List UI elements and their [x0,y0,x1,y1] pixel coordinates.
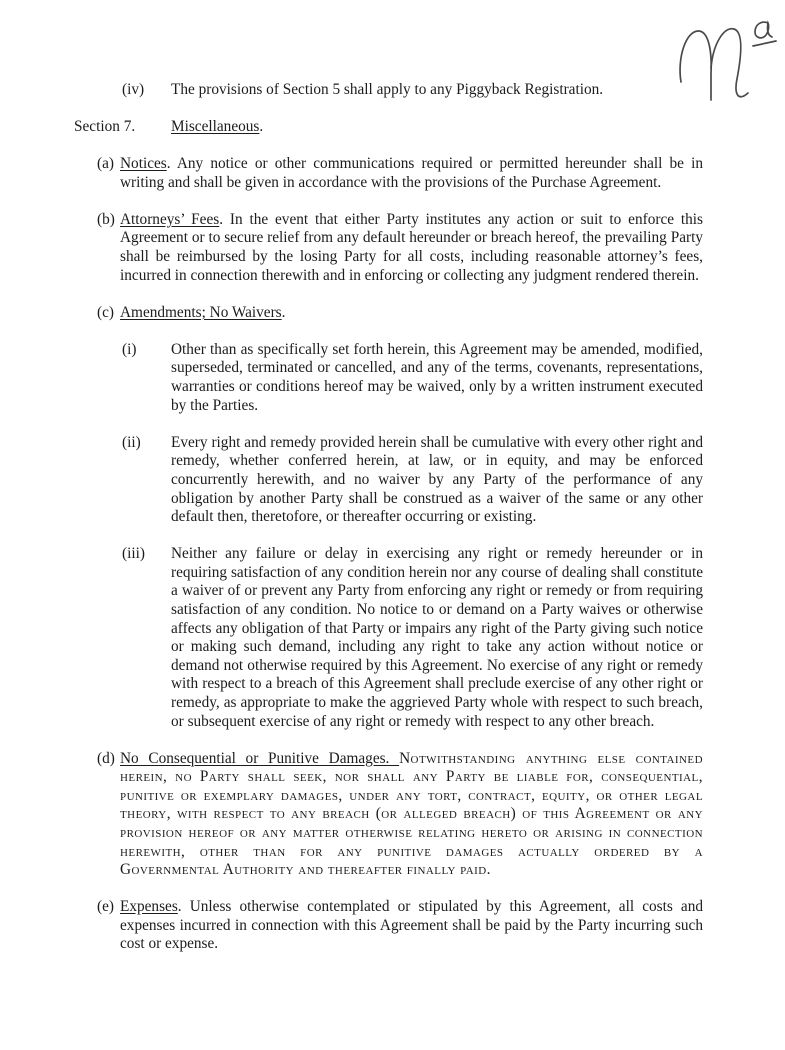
item-d-heading: No Consequential or Punitive Damages. [120,749,400,767]
item-b-label: (b) [97,210,115,228]
item-d-no-consequential-damages [74,750,703,880]
sub-item-ii [74,434,703,527]
item-a-suffix: . [166,155,177,173]
section-number: Section 7. [74,118,136,136]
sub-item-i-label: (i) [122,340,137,358]
sub-item-iii-label: (iii) [122,545,145,563]
item-a-heading: Notices [120,155,167,173]
sub-item-i [74,341,703,415]
sub-item-ii-text: Every right and remedy provided herein shall be cumulative with every other right and remedy, whether conferred herein, at law, or in equity, and may be enforced concurrently herewith, and no waiver by any Party of the performance of any obligation by another Party shall be construed as a waiver of the same or any other default then, theretofore, or thereafter occurring or existing. [171,433,703,526]
clause-iv-text: The provisions of Section 5 shall apply to any Piggyback Registration. [171,81,604,98]
item-e-label: (e) [97,898,114,916]
section-title: Miscellaneous [171,118,260,136]
sub-item-i-text: Other than as specifically set forth herein, this Agreement may be amended, modified, superseded, terminated or cancelled, and any of the terms, covenants, representations, warranties or conditions hereof may be waived, only by a written instrument executed by the Parties. [171,340,703,414]
item-e-heading: Expenses [120,898,178,916]
item-a-body: Any notice or other communications required or permitted hereunder shall be in writing and shall be given in accordance with the provisions of the Purchase Agreement. [120,155,703,191]
sub-item-iii-text: Neither any failure or delay in exercising any right or remedy hereunder or in requiring satisfaction of any condition herein nor any course of dealing shall constitute a waiver of or prevent any Party from enforcing any right or remedy or from requiring satisfaction of any condition. No notice to or demand on a Party waives or otherwise affects any obligation of that Party or impairs any right of the Party giving such notice or making such demand, including any right to take any action without notice or demand not otherwise required by this Agreement. No exercise of any right or remedy with respect to a breach of this Agreement shall preclude exercise of any other right or remedy, as appropriate to make the aggrieved Party whole with respect to such breach, or subsequent exercise of any right or remedy with respect to any other breach. [171,545,703,730]
item-c-suffix: . [281,303,286,321]
item-a-label: (a) [97,155,114,173]
clause-iv-label: (iv) [122,81,145,98]
item-d-label: (d) [97,749,115,767]
sub-item-ii-label: (ii) [122,433,141,451]
item-c-heading: Amendments; No Waivers [120,303,282,321]
sub-item-iii [74,545,703,731]
item-c-amendments-no-waivers [74,304,703,323]
item-e-body: Unless otherwise contemplated or stipulated by this Agreement, all costs and expenses incurred in connection with this Agreement shall be paid by the Party incurring such cost or expense. [120,898,703,953]
item-b-body: In the event that either Party institutes any action or suit to enforce this Agreement or to secure relief from any default hereunder or breach hereof, the prevailing Party shall be reimbursed by the losing Party for all costs, including reasonable attorney’s fees, incurred in connection therewith and in enforcing or collecting any judgment rendered therein. [120,210,703,284]
section-heading [74,118,703,137]
item-a-notices [74,155,703,192]
item-b-suffix: . [219,210,230,228]
section-title-suffix: . [259,118,264,136]
item-e-expenses [74,898,703,954]
item-b-attorneys-fees [74,211,703,285]
item-d-body: Notwithstanding anything else contained herein, no Party shall seek, nor shall any Party be liable for, consequential, punitive or exemplary damages, under any tort, contract, equity, or other legal theory, with respect to any breach (or alleged breach) of this Agreement or any provision hereof or any matter otherwise relating hereto or arising in connection herewith, other than for any punitive damages actually ordered by a Governmental Authority and thereafter finally paid. [120,749,703,879]
item-b-heading: Attorneys’ Fees [120,210,220,228]
clause-iv [74,81,703,100]
item-e-suffix: . [177,898,190,916]
item-c-label: (c) [97,303,114,321]
